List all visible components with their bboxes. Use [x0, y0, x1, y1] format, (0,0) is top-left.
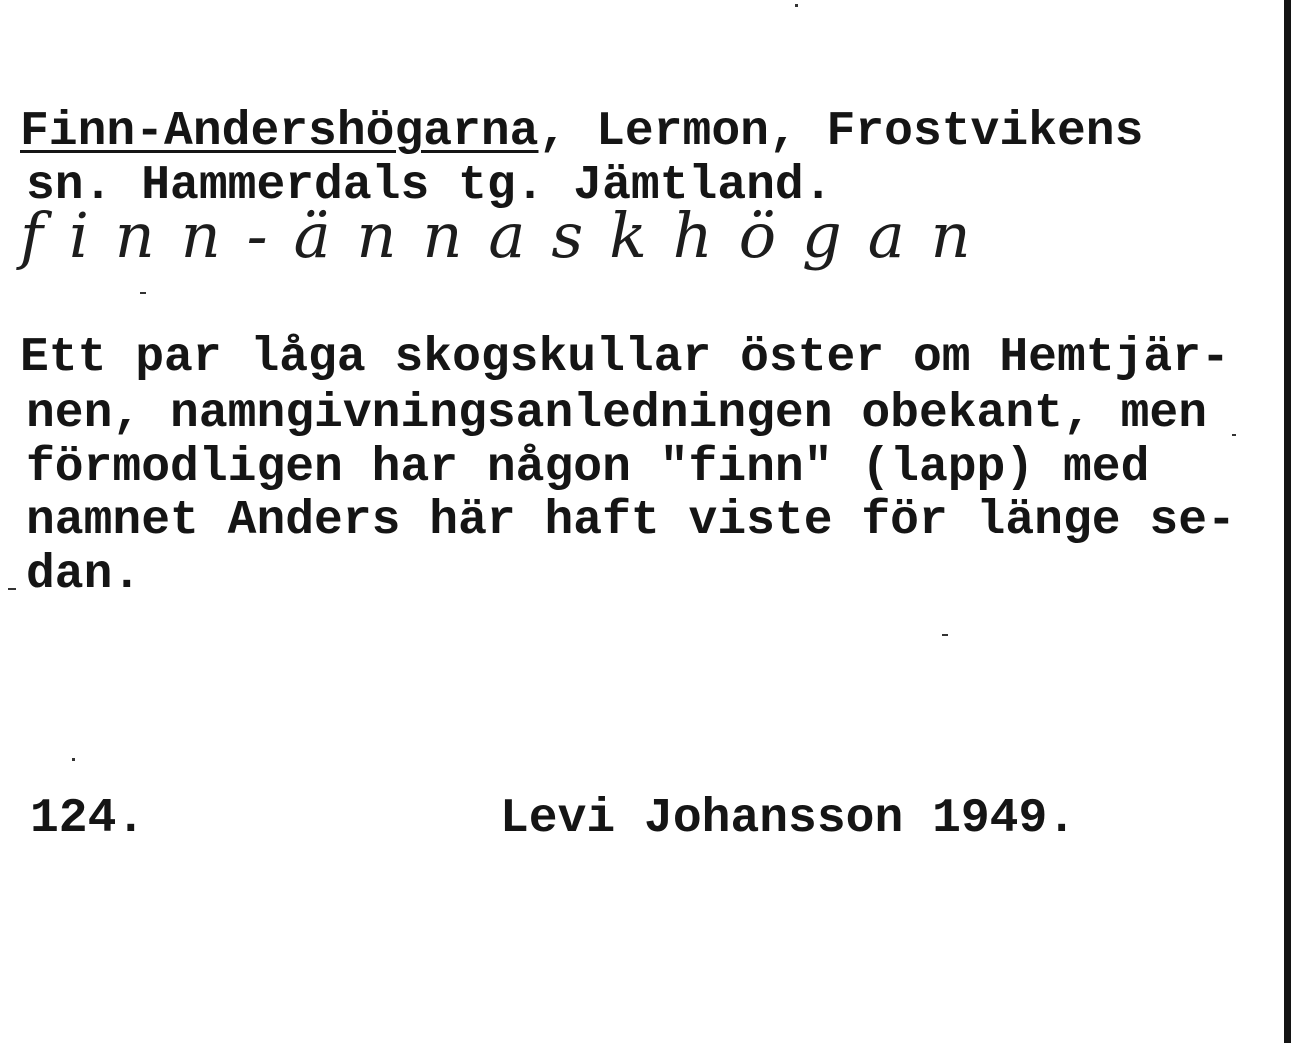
scan-speck: [140, 292, 146, 294]
description-line-2: nen, namngivningsanledningen obekant, men: [26, 387, 1207, 441]
description-line-3: förmodligen har någon "finn" (lapp) med: [26, 441, 1150, 495]
scan-speck: [1232, 434, 1236, 436]
place-name-headword: Finn-Andershögarna: [20, 105, 539, 159]
card-number: 124.: [30, 792, 146, 846]
heading-location: , Lermon, Frostvikens: [538, 105, 1144, 159]
scan-speck: [942, 634, 948, 636]
scan-speck: [8, 588, 16, 590]
description-line-1: Ett par låga skogskullar öster om Hemtjär-: [20, 331, 1230, 385]
description-line-5: dan.: [26, 548, 142, 602]
heading-line-1: [20, 105, 1144, 159]
handwritten-pronunciation: finn-ännaskhögan: [20, 199, 997, 272]
card-right-edge: [1284, 0, 1291, 1043]
heading-line-2: sn. Hammerdals tg. Jämtland.: [26, 159, 833, 213]
collector-signature: Levi Johansson 1949.: [500, 792, 1077, 846]
scan-speck: [795, 4, 798, 7]
scan-speck: [72, 758, 75, 761]
description-line-4: namnet Anders här haft viste för länge se-: [26, 494, 1236, 548]
